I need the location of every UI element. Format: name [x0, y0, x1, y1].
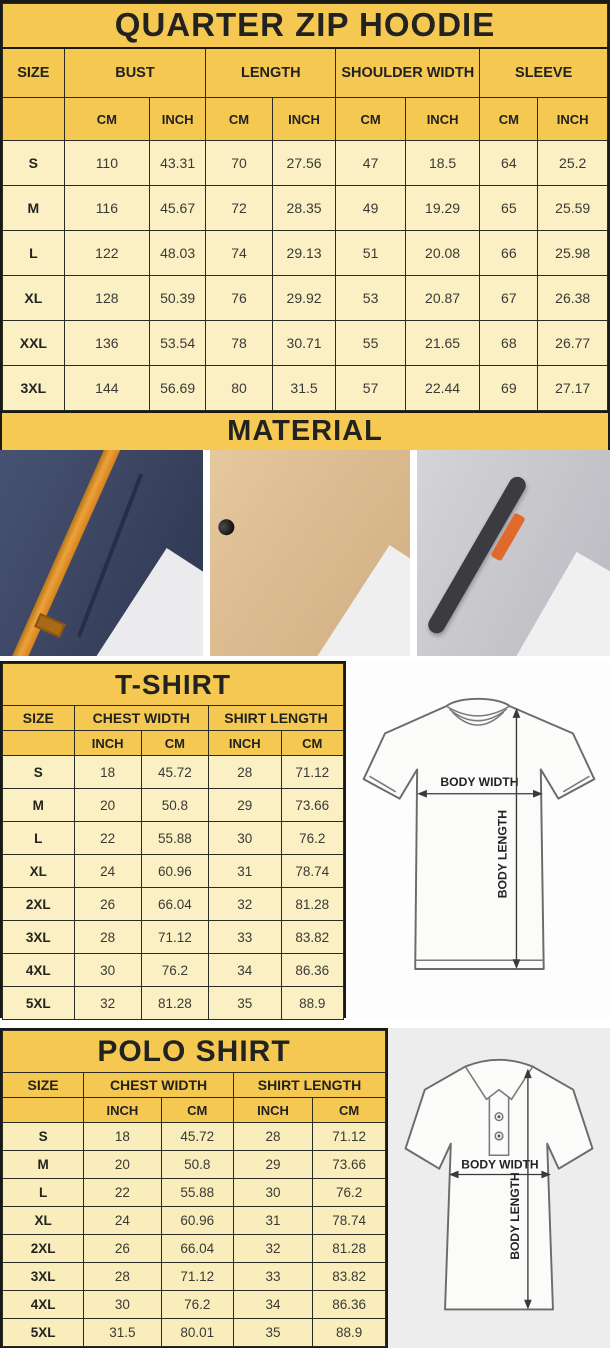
bust-column-header: BUST [64, 48, 206, 98]
measurement-value-cell: 53 [336, 276, 406, 321]
size-column-header: SIZE [3, 706, 75, 731]
measurement-value-cell: 76.2 [313, 1179, 386, 1207]
shirt-length-column-header: SHIRT LENGTH [233, 1073, 385, 1098]
measurement-value-cell: 18.5 [405, 141, 479, 186]
size-label-cell: S [3, 141, 65, 186]
measurement-value-cell: 136 [64, 321, 149, 366]
measurement-value-cell: 71.12 [281, 756, 343, 789]
measurement-value-cell: 81.28 [281, 888, 343, 921]
size-label-cell: S [3, 756, 75, 789]
measurement-value-cell: 81.28 [313, 1235, 386, 1263]
size-row [3, 1291, 386, 1319]
measurement-value-cell: 76.2 [141, 954, 208, 987]
polo-size-table [2, 1030, 386, 1347]
polo-unit-row [3, 1098, 386, 1123]
unit-header-cm: CM [141, 731, 208, 756]
measurement-value-cell: 26.38 [538, 276, 608, 321]
measurement-value-cell: 45.72 [161, 1123, 233, 1151]
size-label-cell: XL [3, 855, 75, 888]
measurement-value-cell: 68 [480, 321, 538, 366]
measurement-value-cell: 57 [336, 366, 406, 411]
measurement-value-cell: 31.5 [272, 366, 336, 411]
size-label-cell: M [3, 789, 75, 822]
sleeve-column-header: SLEEVE [480, 48, 608, 98]
size-row [3, 888, 344, 921]
measurement-value-cell: 60.96 [161, 1207, 233, 1235]
body-length-label: BODY LENGTH [508, 1172, 523, 1260]
tshirt-table-title: T-SHIRT [3, 664, 344, 706]
measurement-value-cell: 116 [64, 186, 149, 231]
measurement-value-cell: 66 [480, 231, 538, 276]
measurement-value-cell: 71.12 [161, 1263, 233, 1291]
unit-header-cm: CM [313, 1098, 386, 1123]
size-label-cell: 3XL [3, 1263, 84, 1291]
polo-title-row [3, 1031, 386, 1073]
size-label-cell: XL [3, 1207, 84, 1235]
measurement-value-cell: 30 [208, 822, 281, 855]
measurement-value-cell: 25.98 [538, 231, 608, 276]
measurement-value-cell: 28 [84, 1263, 161, 1291]
polo-line-drawing [393, 1036, 605, 1340]
size-label-cell: L [3, 822, 75, 855]
measurement-value-cell: 24 [74, 855, 141, 888]
measurement-value-cell: 51 [336, 231, 406, 276]
measurement-value-cell: 56.69 [150, 366, 206, 411]
size-row [3, 954, 344, 987]
unit-header-cm: CM [281, 731, 343, 756]
polo-column-group-row [3, 1073, 386, 1098]
hoodie-column-group-row [3, 48, 608, 98]
measurement-value-cell: 24 [84, 1207, 161, 1235]
measurement-value-cell: 43.31 [150, 141, 206, 186]
tshirt-size-section [0, 661, 610, 1018]
unit-header-inch: INCH [84, 1098, 161, 1123]
measurement-value-cell: 76.2 [161, 1291, 233, 1319]
size-row [3, 1207, 386, 1235]
measurement-value-cell: 80 [206, 366, 273, 411]
measurement-value-cell: 50.8 [161, 1151, 233, 1179]
measurement-value-cell: 21.65 [405, 321, 479, 366]
polo-table-wrap [0, 1028, 388, 1348]
measurement-value-cell: 80.01 [161, 1319, 233, 1347]
measurement-value-cell: 45.67 [150, 186, 206, 231]
hoodie-title-row [3, 4, 608, 48]
measurement-value-cell: 48.03 [150, 231, 206, 276]
measurement-value-cell: 55 [336, 321, 406, 366]
measurement-value-cell: 30 [74, 954, 141, 987]
measurement-value-cell: 49 [336, 186, 406, 231]
measurement-value-cell: 28 [233, 1123, 312, 1151]
snap-button [215, 516, 237, 538]
size-row [3, 366, 608, 411]
size-label-cell: S [3, 1123, 84, 1151]
measurement-value-cell: 19.29 [405, 186, 479, 231]
material-photo-khaki-pocket [210, 450, 410, 656]
unit-header-inch: INCH [272, 98, 336, 141]
measurement-value-cell: 69 [480, 366, 538, 411]
measurement-value-cell: 76.2 [281, 822, 343, 855]
measurement-value-cell: 20 [84, 1151, 161, 1179]
unit-header-inch: INCH [405, 98, 479, 141]
size-label-cell: 2XL [3, 1235, 84, 1263]
tshirt-column-group-row [3, 706, 344, 731]
material-photo-gray-zipper [417, 450, 610, 656]
measurement-value-cell: 31.5 [84, 1319, 161, 1347]
measurement-value-cell: 29.13 [272, 231, 336, 276]
measurement-value-cell: 35 [233, 1319, 312, 1347]
polo-size-section [0, 1028, 610, 1348]
white-garment-edge [492, 552, 610, 656]
measurement-value-cell: 32 [233, 1235, 312, 1263]
measurement-value-cell: 29 [233, 1151, 312, 1179]
measurement-value-cell: 33 [233, 1263, 312, 1291]
measurement-value-cell: 26.77 [538, 321, 608, 366]
measurement-value-cell: 83.82 [313, 1263, 386, 1291]
measurement-value-cell: 22 [84, 1179, 161, 1207]
measurement-value-cell: 70 [206, 141, 273, 186]
measurement-value-cell: 122 [64, 231, 149, 276]
measurement-value-cell: 71.12 [141, 921, 208, 954]
measurement-value-cell: 76 [206, 276, 273, 321]
size-row [3, 789, 344, 822]
measurement-value-cell: 71.12 [313, 1123, 386, 1151]
size-label-cell: L [3, 1179, 84, 1207]
measurement-value-cell: 28 [74, 921, 141, 954]
measurement-value-cell: 64 [480, 141, 538, 186]
measurement-value-cell: 128 [64, 276, 149, 321]
measurement-value-cell: 30 [233, 1179, 312, 1207]
size-label-cell: XXL [3, 321, 65, 366]
size-label-cell: 5XL [3, 1319, 84, 1347]
measurement-value-cell: 50.39 [150, 276, 206, 321]
size-label-cell: 3XL [3, 366, 65, 411]
size-row [3, 1319, 386, 1347]
size-label-cell: 4XL [3, 1291, 84, 1319]
measurement-value-cell: 88.9 [313, 1319, 386, 1347]
size-label-cell: 2XL [3, 888, 75, 921]
measurement-value-cell: 73.66 [281, 789, 343, 822]
tshirt-measurement-diagram [346, 661, 610, 1018]
measurement-value-cell: 29 [208, 789, 281, 822]
size-row [3, 1235, 386, 1263]
body-width-label: BODY WIDTH [461, 1157, 539, 1172]
unit-header-cm: CM [206, 98, 273, 141]
measurement-value-cell: 78.74 [281, 855, 343, 888]
measurement-value-cell: 88.9 [281, 987, 343, 1020]
measurement-value-cell: 22 [74, 822, 141, 855]
measurement-value-cell: 26 [84, 1235, 161, 1263]
zipper-tape [425, 474, 529, 637]
shoulder-width-column-header: SHOULDER WIDTH [336, 48, 480, 98]
size-row [3, 141, 608, 186]
measurement-value-cell: 78 [206, 321, 273, 366]
hoodie-size-table [2, 3, 608, 411]
measurement-value-cell: 83.82 [281, 921, 343, 954]
material-photo-navy-drawcord [0, 450, 203, 656]
unit-header-inch: INCH [233, 1098, 312, 1123]
measurement-value-cell: 34 [233, 1291, 312, 1319]
unit-header-cm: CM [161, 1098, 233, 1123]
tshirt-unit-row [3, 731, 344, 756]
measurement-value-cell: 26 [74, 888, 141, 921]
measurement-value-cell: 30 [84, 1291, 161, 1319]
unit-header-inch: INCH [150, 98, 206, 141]
size-row [3, 186, 608, 231]
measurement-value-cell: 30.71 [272, 321, 336, 366]
unit-header-inch: INCH [208, 731, 281, 756]
tshirt-table-body [3, 756, 344, 1020]
body-width-label: BODY WIDTH [440, 774, 519, 789]
size-label-cell: 4XL [3, 954, 75, 987]
measurement-value-cell: 27.56 [272, 141, 336, 186]
measurement-value-cell: 25.59 [538, 186, 608, 231]
drawcord-buckle [34, 613, 66, 638]
white-garment-edge [80, 548, 203, 656]
empty-corner-cell [3, 98, 65, 141]
measurement-value-cell: 25.2 [538, 141, 608, 186]
polo-table-body [3, 1123, 386, 1347]
length-column-header: LENGTH [206, 48, 336, 98]
empty-corner-cell [3, 1098, 84, 1123]
measurement-value-cell: 86.36 [313, 1291, 386, 1319]
measurement-value-cell: 35 [208, 987, 281, 1020]
measurement-value-cell: 66.04 [141, 888, 208, 921]
size-row [3, 855, 344, 888]
unit-header-inch: INCH [538, 98, 608, 141]
polo-table-title: POLO SHIRT [3, 1031, 386, 1073]
measurement-value-cell: 67 [480, 276, 538, 321]
measurement-value-cell: 66.04 [161, 1235, 233, 1263]
tshirt-table-wrap [0, 661, 346, 1018]
size-row [3, 987, 344, 1020]
size-row [3, 822, 344, 855]
polo-measurement-diagram [388, 1028, 610, 1348]
size-row [3, 756, 344, 789]
measurement-value-cell: 78.74 [313, 1207, 386, 1235]
measurement-value-cell: 74 [206, 231, 273, 276]
size-label-cell: 3XL [3, 921, 75, 954]
shirt-length-column-header: SHIRT LENGTH [208, 706, 343, 731]
size-row [3, 321, 608, 366]
size-row [3, 1263, 386, 1291]
hoodie-table-title: QUARTER ZIP HOODIE [3, 4, 608, 48]
measurement-value-cell: 20 [74, 789, 141, 822]
measurement-value-cell: 29.92 [272, 276, 336, 321]
tshirt-line-drawing [349, 666, 607, 1014]
measurement-value-cell: 50.8 [141, 789, 208, 822]
measurement-value-cell: 31 [208, 855, 281, 888]
body-length-label: BODY LENGTH [495, 809, 510, 898]
size-row [3, 231, 608, 276]
measurement-value-cell: 20.08 [405, 231, 479, 276]
chest-width-column-header: CHEST WIDTH [84, 1073, 234, 1098]
unit-header-cm: CM [336, 98, 406, 141]
measurement-value-cell: 60.96 [141, 855, 208, 888]
material-photos-strip [0, 450, 610, 656]
measurement-value-cell: 32 [208, 888, 281, 921]
measurement-value-cell: 81.28 [141, 987, 208, 1020]
hoodie-unit-row [3, 98, 608, 141]
size-label-cell: XL [3, 276, 65, 321]
measurement-value-cell: 72 [206, 186, 273, 231]
size-row [3, 1179, 386, 1207]
material-heading: MATERIAL [0, 413, 610, 450]
size-row [3, 1123, 386, 1151]
measurement-value-cell: 55.88 [161, 1179, 233, 1207]
hoodie-table-body [3, 141, 608, 411]
measurement-value-cell: 32 [74, 987, 141, 1020]
size-column-header: SIZE [3, 1073, 84, 1098]
unit-header-cm: CM [480, 98, 538, 141]
size-row [3, 921, 344, 954]
unit-header-cm: CM [64, 98, 149, 141]
measurement-value-cell: 86.36 [281, 954, 343, 987]
size-row [3, 276, 608, 321]
hoodie-size-section [0, 0, 610, 413]
measurement-value-cell: 34 [208, 954, 281, 987]
measurement-value-cell: 18 [74, 756, 141, 789]
measurement-value-cell: 20.87 [405, 276, 479, 321]
material-section [0, 413, 610, 656]
measurement-value-cell: 28 [208, 756, 281, 789]
measurement-value-cell: 27.17 [538, 366, 608, 411]
size-column-header: SIZE [3, 48, 65, 98]
measurement-value-cell: 18 [84, 1123, 161, 1151]
chest-width-column-header: CHEST WIDTH [74, 706, 208, 731]
measurement-value-cell: 33 [208, 921, 281, 954]
empty-corner-cell [3, 731, 75, 756]
measurement-value-cell: 53.54 [150, 321, 206, 366]
measurement-value-cell: 110 [64, 141, 149, 186]
unit-header-inch: INCH [74, 731, 141, 756]
measurement-value-cell: 47 [336, 141, 406, 186]
size-label-cell: M [3, 1151, 84, 1179]
size-label-cell: M [3, 186, 65, 231]
measurement-value-cell: 55.88 [141, 822, 208, 855]
measurement-value-cell: 65 [480, 186, 538, 231]
measurement-value-cell: 28.35 [272, 186, 336, 231]
measurement-value-cell: 73.66 [313, 1151, 386, 1179]
tshirt-title-row [3, 664, 344, 706]
size-label-cell: L [3, 231, 65, 276]
size-label-cell: 5XL [3, 987, 75, 1020]
measurement-value-cell: 45.72 [141, 756, 208, 789]
measurement-value-cell: 22.44 [405, 366, 479, 411]
measurement-value-cell: 31 [233, 1207, 312, 1235]
tshirt-size-table [2, 663, 344, 1020]
size-row [3, 1151, 386, 1179]
measurement-value-cell: 144 [64, 366, 149, 411]
